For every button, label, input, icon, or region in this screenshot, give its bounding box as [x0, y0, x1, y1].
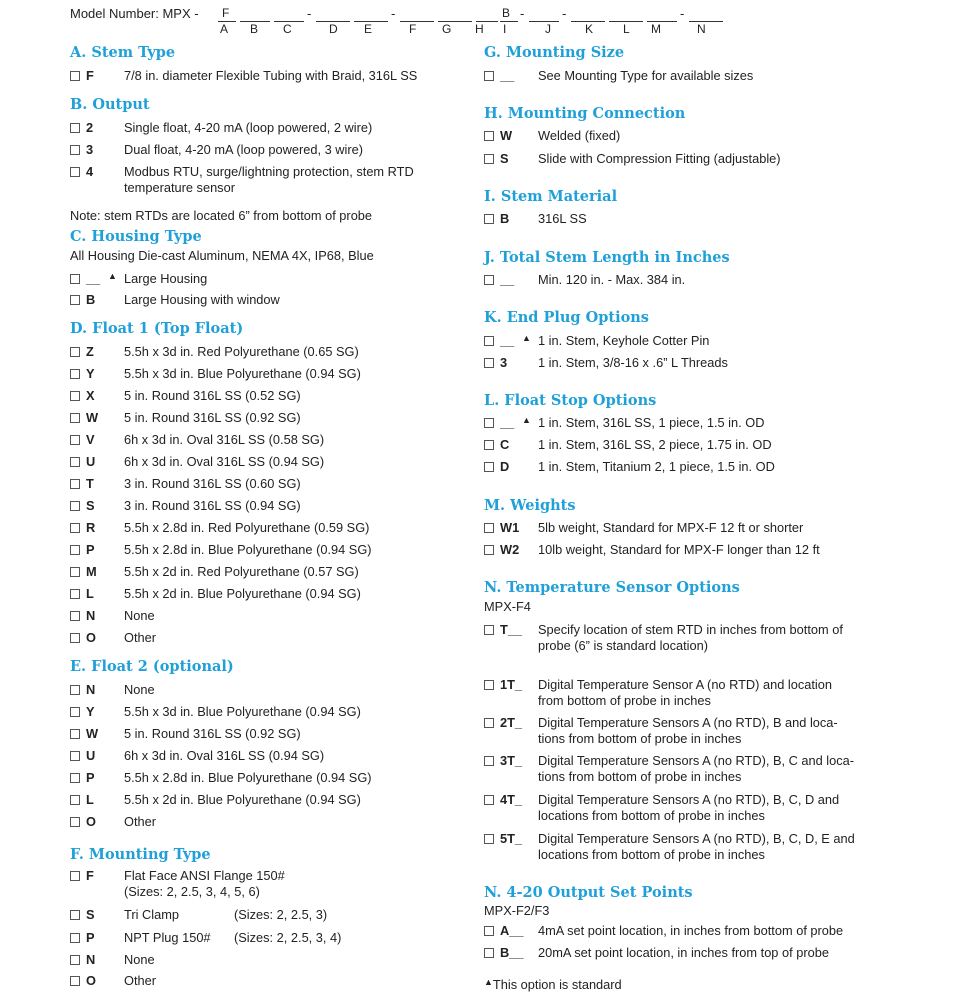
- model-letter: K: [585, 22, 594, 36]
- option-code: F: [86, 68, 94, 83]
- checkbox[interactable]: [484, 131, 494, 141]
- option-code: P: [86, 930, 95, 945]
- option-desc: 1 in. Stem, 316L SS, 1 piece, 1.5 in. OD: [538, 415, 765, 430]
- checkbox[interactable]: [484, 926, 494, 936]
- option-code: T: [86, 476, 94, 491]
- option-code: 2T_: [500, 715, 523, 730]
- model-fill-a: F: [222, 6, 230, 20]
- option-desc: 20mA set point location, in inches from top of probe: [538, 945, 829, 960]
- option-desc: 316L SS: [538, 211, 587, 226]
- option-code: Y: [86, 704, 95, 719]
- model-letter: D: [329, 22, 338, 36]
- option-code: 3: [500, 355, 508, 370]
- checkbox[interactable]: [484, 154, 494, 164]
- option-code: __: [500, 415, 515, 430]
- model-letter: B: [250, 22, 259, 36]
- option-code: O: [86, 630, 96, 645]
- checkbox[interactable]: [70, 567, 80, 577]
- option-code: N: [86, 952, 96, 967]
- option-code: O: [86, 973, 96, 988]
- checkbox[interactable]: [70, 589, 80, 599]
- option-code: B: [86, 292, 96, 307]
- checkbox[interactable]: [70, 71, 80, 81]
- standard-marker-icon: ▲: [522, 415, 531, 425]
- checkbox[interactable]: [70, 633, 80, 643]
- option-code: W: [500, 128, 513, 143]
- checkbox[interactable]: [484, 680, 494, 690]
- checkbox[interactable]: [70, 707, 80, 717]
- model-letter: M: [651, 22, 661, 36]
- option-desc-line2: tions from bottom of probe in inches: [538, 731, 742, 746]
- option-desc: 5.5h x 2.8d in. Blue Polyurethane (0.94 SG): [124, 542, 372, 557]
- option-code: 2: [86, 120, 94, 135]
- checkbox[interactable]: [484, 834, 494, 844]
- option-code: B: [500, 211, 510, 226]
- section-title-weights: M. Weights: [484, 497, 576, 514]
- option-desc: 5.5h x 3d in. Red Polyurethane (0.65 SG): [124, 344, 359, 359]
- option-desc: See Mounting Type for available sizes: [538, 68, 754, 83]
- option-code: W: [86, 726, 99, 741]
- option-code: U: [86, 748, 96, 763]
- checkbox[interactable]: [70, 369, 80, 379]
- model-letter: G: [442, 22, 452, 36]
- checkbox[interactable]: [484, 358, 494, 368]
- checkbox[interactable]: [484, 523, 494, 533]
- option-code: N: [86, 608, 96, 623]
- checkbox[interactable]: [484, 545, 494, 555]
- option-desc: None: [124, 608, 155, 623]
- checkbox[interactable]: [70, 501, 80, 511]
- option-desc-line2: (Sizes: 2, 2.5, 3, 4, 5, 6): [124, 884, 260, 899]
- option-code: B__: [500, 945, 524, 960]
- option-desc: 1 in. Stem, Titanium 2, 1 piece, 1.5 in. OD: [538, 459, 775, 474]
- model-letter: N: [697, 22, 706, 36]
- model-letter: A: [220, 22, 229, 36]
- option-desc: 3 in. Round 316L SS (0.94 SG): [124, 498, 301, 513]
- section-title-mounting-type: F. Mounting Type: [70, 846, 211, 863]
- option-code: U: [86, 454, 96, 469]
- option-desc: 1 in. Stem, Keyhole Cotter Pin: [538, 333, 710, 348]
- checkbox[interactable]: [70, 545, 80, 555]
- checkbox[interactable]: [70, 795, 80, 805]
- option-code: C: [500, 437, 510, 452]
- option-desc: Large Housing with window: [124, 292, 280, 307]
- option-desc: Dual float, 4-20 mA (loop powered, 3 wire): [124, 142, 363, 157]
- checkbox[interactable]: [70, 295, 80, 305]
- option-code: Y: [86, 366, 95, 381]
- checkbox[interactable]: [70, 611, 80, 621]
- option-sizes: (Sizes: 2, 2.5, 3, 4): [234, 930, 342, 945]
- model-letter: I: [503, 22, 507, 36]
- option-desc-line2: tions from bottom of probe in inches: [538, 769, 742, 784]
- option-desc: 5 in. Round 316L SS (0.92 SG): [124, 410, 301, 425]
- checkbox[interactable]: [484, 336, 494, 346]
- option-desc: 5lb weight, Standard for MPX-F 12 ft or shorter: [538, 520, 804, 535]
- option-desc: Other: [124, 630, 157, 645]
- temperature-subtitle: MPX-F4: [484, 599, 531, 614]
- option-desc: 5.5h x 3d in. Blue Polyurethane (0.94 SG): [124, 366, 361, 381]
- option-desc: NPT Plug 150#: [124, 930, 211, 945]
- option-code: Z: [86, 344, 94, 359]
- model-letter: H: [475, 22, 484, 36]
- option-desc: Specify location of stem RTD in inches from bottom of: [538, 622, 843, 637]
- option-code: P: [86, 542, 95, 557]
- option-code: V: [86, 432, 95, 447]
- option-desc: Large Housing: [124, 271, 208, 286]
- housing-subtitle: All Housing Die-cast Aluminum, NEMA 4X, IP68, Blue: [70, 248, 374, 263]
- option-desc: Digital Temperature Sensors A (no RTD), B, C, D and: [538, 792, 840, 807]
- section-title-housing-type: C. Housing Type: [70, 228, 202, 245]
- option-code: N: [86, 682, 96, 697]
- checkbox[interactable]: [70, 871, 80, 881]
- section-title-stem-material: I. Stem Material: [484, 188, 618, 205]
- option-desc: 5.5h x 2d in. Blue Polyurethane (0.94 SG): [124, 586, 361, 601]
- checkbox[interactable]: [484, 214, 494, 224]
- checkbox[interactable]: [70, 955, 80, 965]
- option-desc: 1 in. Stem, 3/8-16 x .6” L Threads: [538, 355, 728, 370]
- option-desc: Digital Temperature Sensor A (no RTD) and location: [538, 677, 833, 692]
- checkbox[interactable]: [70, 167, 80, 177]
- standard-marker-icon: ▲: [484, 977, 493, 987]
- option-desc: Welded (fixed): [538, 128, 621, 143]
- checkbox[interactable]: [484, 440, 494, 450]
- checkbox[interactable]: [484, 625, 494, 635]
- section-title-stem-length: J. Total Stem Length in Inches: [484, 249, 730, 266]
- option-desc-line2: probe (6” is standard location): [538, 638, 709, 653]
- option-code: __: [500, 272, 515, 287]
- option-desc-line2: from bottom of probe in inches: [538, 693, 711, 708]
- option-code: M: [86, 564, 97, 579]
- option-code: W: [86, 410, 99, 425]
- section-title-end-plug: K. End Plug Options: [484, 309, 649, 326]
- model-letter: F: [409, 22, 417, 36]
- checkbox[interactable]: [70, 817, 80, 827]
- section-title-float-stop: L. Float Stop Options: [484, 392, 657, 409]
- option-code: O: [86, 814, 96, 829]
- checkbox[interactable]: [70, 391, 80, 401]
- option-desc-line2: locations from bottom of probe in inches: [538, 847, 765, 862]
- option-desc: Digital Temperature Sensors A (no RTD), B, C, D, E and: [538, 831, 855, 846]
- section-title-stem-type: A. Stem Type: [70, 44, 176, 61]
- option-desc-line2: locations from bottom of probe in inches: [538, 808, 765, 823]
- option-desc: Other: [124, 973, 157, 988]
- checkbox[interactable]: [70, 976, 80, 986]
- option-desc: Slide with Compression Fitting (adjustable): [538, 151, 781, 166]
- option-desc: 7/8 in. diameter Flexible Tubing with Braid, 316L SS: [124, 68, 418, 83]
- checkbox[interactable]: [70, 123, 80, 133]
- model-letter: E: [364, 22, 373, 36]
- option-code: __: [86, 271, 101, 286]
- standard-marker-icon: ▲: [522, 333, 531, 343]
- option-code: L: [86, 792, 94, 807]
- standard-marker-icon: ▲: [108, 271, 117, 281]
- option-desc: 5 in. Round 316L SS (0.92 SG): [124, 726, 301, 741]
- option-code: P: [86, 770, 95, 785]
- option-desc: 5.5h x 2d in. Blue Polyurethane (0.94 SG): [124, 792, 361, 807]
- section-title-output: B. Output: [70, 96, 150, 113]
- section-title-float-1: D. Float 1 (Top Float): [70, 320, 244, 337]
- option-code: __: [500, 333, 515, 348]
- option-desc: 5.5h x 2.8d in. Blue Polyurethane (0.94 SG): [124, 770, 372, 785]
- option-code: D: [500, 459, 510, 474]
- checkbox[interactable]: [484, 718, 494, 728]
- option-code: W1: [500, 520, 520, 535]
- checkbox[interactable]: [484, 756, 494, 766]
- option-code: 4: [86, 164, 94, 179]
- checkbox[interactable]: [70, 729, 80, 739]
- option-desc: Digital Temperature Sensors A (no RTD), B, C and loca-: [538, 753, 855, 768]
- checkbox[interactable]: [70, 479, 80, 489]
- checkbox[interactable]: [484, 275, 494, 285]
- output-note: Note: stem RTDs are located 6” from bottom of probe: [70, 208, 373, 223]
- option-code: S: [86, 907, 95, 922]
- option-sizes: (Sizes: 2, 2.5, 3): [234, 907, 328, 922]
- option-desc: Other: [124, 814, 157, 829]
- option-desc: Flat Face ANSI Flange 150#: [124, 868, 285, 883]
- option-desc: 5 in. Round 316L SS (0.52 SG): [124, 388, 301, 403]
- checkbox[interactable]: [70, 413, 80, 423]
- option-code: 1T_: [500, 677, 523, 692]
- option-code: S: [500, 151, 509, 166]
- checkbox[interactable]: [70, 145, 80, 155]
- option-desc-line2: temperature sensor: [124, 180, 235, 195]
- checkbox[interactable]: [70, 435, 80, 445]
- checkbox[interactable]: [484, 71, 494, 81]
- option-desc: 6h x 3d in. Oval 316L SS (0.94 SG): [124, 748, 325, 763]
- option-code: 4T_: [500, 792, 523, 807]
- option-code: S: [86, 498, 95, 513]
- right-column: [484, 0, 924, 995]
- option-desc: 5.5h x 2d in. Red Polyurethane (0.57 SG): [124, 564, 359, 579]
- option-desc: Single float, 4-20 mA (loop powered, 2 wire): [124, 120, 373, 135]
- option-desc: None: [124, 682, 155, 697]
- section-title-mounting-connection: H. Mounting Connection: [484, 105, 686, 122]
- option-code: A__: [500, 923, 524, 938]
- checkbox[interactable]: [484, 418, 494, 428]
- model-letter: L: [623, 22, 630, 36]
- option-desc: 10lb weight, Standard for MPX-F longer than 12 ft: [538, 542, 820, 557]
- section-title-output-set-points: N. 4-20 Output Set Points: [484, 884, 693, 901]
- option-desc: Tri Clamp: [124, 907, 179, 922]
- section-title-mounting-size: G. Mounting Size: [484, 44, 625, 61]
- checkbox[interactable]: [70, 773, 80, 783]
- option-desc: 1 in. Stem, 316L SS, 2 piece, 1.75 in. OD: [538, 437, 772, 452]
- standard-footnote: [484, 977, 622, 994]
- option-code: 3: [86, 142, 94, 157]
- option-code: __: [500, 68, 515, 83]
- option-desc: 5.5h x 2.8d in. Red Polyurethane (0.59 SG): [124, 520, 370, 535]
- checkbox[interactable]: [484, 462, 494, 472]
- option-desc: 6h x 3d in. Oval 316L SS (0.58 SG): [124, 432, 325, 447]
- checkbox[interactable]: [70, 933, 80, 943]
- option-code: F: [86, 868, 94, 883]
- section-title-temperature-sensor: N. Temperature Sensor Options: [484, 579, 740, 596]
- option-code: W2: [500, 542, 520, 557]
- option-desc: 6h x 3d in. Oval 316L SS (0.94 SG): [124, 454, 325, 469]
- footnote-text: This option is standard: [492, 977, 622, 992]
- option-code: T__: [500, 622, 523, 637]
- left-column: [70, 0, 490, 995]
- option-desc: Min. 120 in. - Max. 384 in.: [538, 272, 686, 287]
- checkbox[interactable]: [70, 347, 80, 357]
- set-points-subtitle: MPX-F2/F3: [484, 903, 550, 918]
- option-code: 5T_: [500, 831, 523, 846]
- option-desc: 4mA set point location, in inches from bottom of probe: [538, 923, 844, 938]
- option-desc: Modbus RTU, surge/lightning protection, stem RTD: [124, 164, 414, 179]
- option-code: R: [86, 520, 96, 535]
- option-desc: 3 in. Round 316L SS (0.60 SG): [124, 476, 301, 491]
- model-letter: C: [283, 22, 292, 36]
- option-code: X: [86, 388, 95, 403]
- checkbox[interactable]: [484, 795, 494, 805]
- checkbox[interactable]: [70, 274, 80, 284]
- checkbox[interactable]: [70, 523, 80, 533]
- model-number-line: Model Number: MPX - F B - - - - - A B C D E F G H I J K L M N: [70, 4, 770, 40]
- model-fill-i: B: [502, 6, 511, 20]
- checkbox[interactable]: [70, 457, 80, 467]
- model-number-label: Model Number: MPX -: [70, 6, 199, 21]
- checkbox[interactable]: [70, 910, 80, 920]
- section-title-float-2: E. Float 2 (optional): [70, 658, 234, 675]
- option-desc: None: [124, 952, 155, 967]
- checkbox[interactable]: [484, 948, 494, 958]
- option-desc: 5.5h x 3d in. Blue Polyurethane (0.94 SG): [124, 704, 361, 719]
- model-letter: J: [545, 22, 551, 36]
- option-code: 3T_: [500, 753, 523, 768]
- checkbox[interactable]: [70, 685, 80, 695]
- option-desc: Digital Temperature Sensors A (no RTD), B and loca-: [538, 715, 838, 730]
- option-code: L: [86, 586, 94, 601]
- checkbox[interactable]: [70, 751, 80, 761]
